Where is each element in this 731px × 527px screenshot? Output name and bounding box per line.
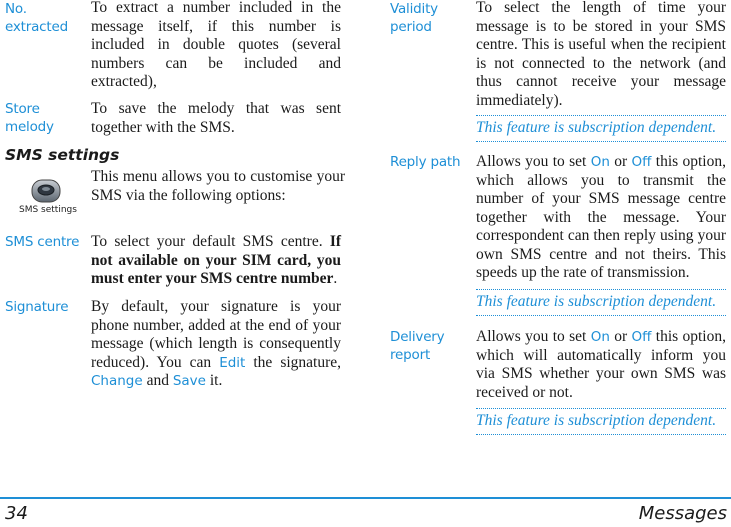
reply-path-or: or: [614, 153, 628, 170]
footer-divider: [0, 497, 731, 499]
desc-no-extracted: To extract a number included in the message itself, if this number is included in double quotes (several numbers can be included and extracted),: [91, 0, 341, 90]
kw-edit: Edit: [219, 354, 246, 371]
term-no-extracted: No. extracted: [5, 1, 68, 35]
reply-path-text-b: this option, which allows you to transmit the number of your SMS message centre together with the message. Your correspondent can then reply using your own SMS centre and not theirs. This speeds up the rate of transmission.: [476, 153, 726, 281]
desc-store-melody: To save the melody that was sent together with the SMS.: [91, 100, 341, 136]
reply-path-text-a: Allows you to set: [476, 153, 587, 170]
delivery-report-or: or: [614, 328, 628, 345]
kw-off: Off: [631, 154, 652, 170]
desc-reply-path: [476, 153, 726, 283]
note-validity-period: This feature is subscription dependent.: [476, 115, 726, 142]
section-title: SMS settings: [5, 146, 120, 164]
kw-change: Change: [91, 373, 143, 389]
desc-delivery-report: [476, 328, 726, 402]
term-signature: Signature: [5, 299, 69, 315]
page-number: 34: [5, 503, 28, 524]
delivery-report-text-a: Allows you to set: [476, 328, 587, 345]
sms-settings-icon: [30, 177, 62, 205]
sms-centre-text: To select your default SMS centre.: [91, 233, 323, 250]
note-reply-path: This feature is subscription dependent.: [476, 289, 726, 316]
desc-sms-centre: To select your default SMS centre. If not available on your SIM card, you must enter your SMS centre number.: [91, 233, 342, 287]
desc-validity-period: To select the length of time your message is to be stored in your SMS centre. This is useful when the recipient is not connected to the network (and thus cannot receive your message immediately).: [476, 0, 726, 109]
signature-text-b: the signature,: [253, 353, 342, 371]
kw-off: Off: [631, 329, 652, 345]
chapter-title: Messages: [638, 503, 727, 524]
delivery-report-text-b: this option, which will automatically inform you via SMS whether your own SMS was received or not.: [476, 328, 726, 401]
kw-on: On: [590, 154, 610, 170]
signature-text-d: it.: [209, 372, 223, 389]
term-validity-period: Validity period: [390, 1, 438, 35]
sms-centre-note: If not available on your SIM card, you must enter your SMS centre number: [91, 233, 342, 287]
term-sms-centre: SMS centre: [5, 234, 80, 250]
note-delivery-report: This feature is subscription dependent.: [476, 408, 726, 435]
term-reply-path: Reply path: [390, 154, 461, 170]
term-delivery-report: Delivery report: [390, 329, 445, 363]
signature-text-c: and: [146, 372, 169, 389]
signature-text-a: By default, your signature is your phone number, added at the end of your message (which length is consequently reduced). You can: [91, 298, 341, 371]
desc-signature: [91, 298, 341, 391]
icon-caption: SMS settings: [19, 205, 77, 215]
section-intro: This menu allows you to customise your SMS via the following options:: [91, 168, 345, 204]
kw-on: On: [590, 329, 610, 345]
term-store-melody: Store melody: [5, 101, 54, 135]
kw-save: Save: [172, 373, 206, 389]
